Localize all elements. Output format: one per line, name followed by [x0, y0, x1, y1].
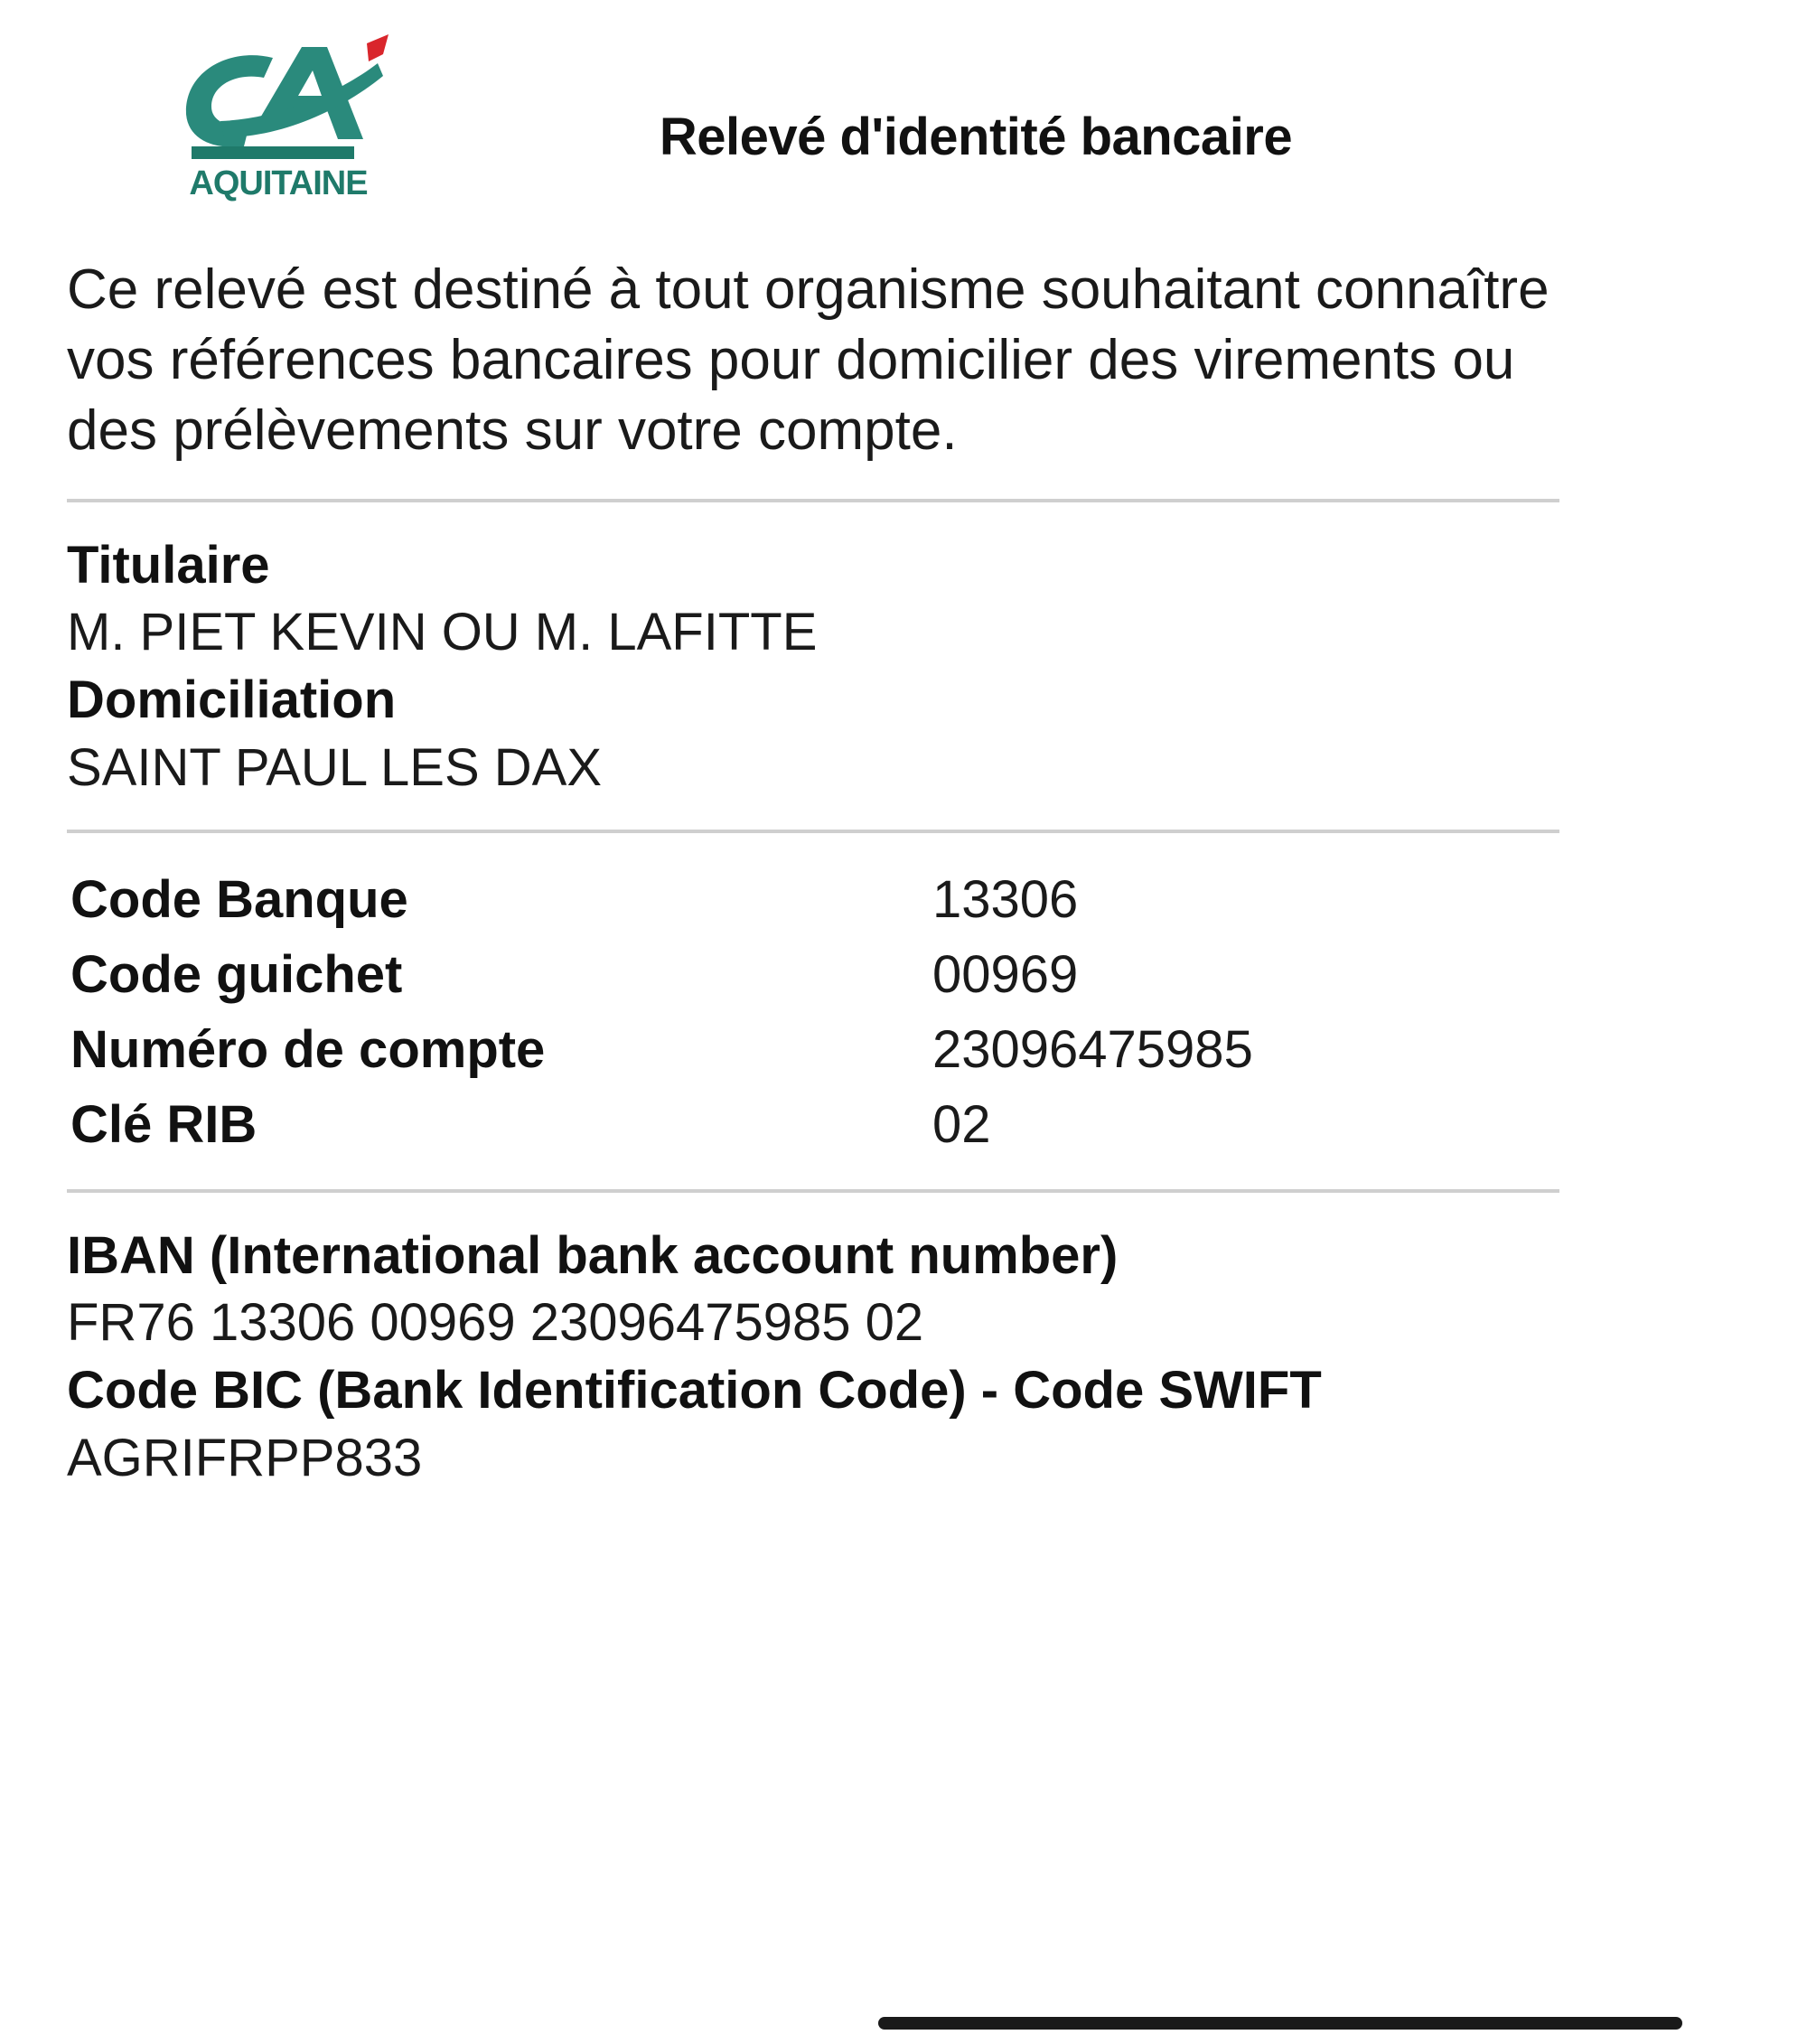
bic-value: AGRIFRPP833 — [67, 1429, 423, 1487]
document-title: Relevé d'identité bancaire — [659, 108, 1293, 166]
bank-logo — [166, 31, 390, 211]
domiciliation-value: SAINT PAUL LES DAX — [67, 738, 603, 797]
divider — [67, 830, 1559, 833]
iban-value: FR76 13306 00969 23096475985 02 — [67, 1293, 924, 1352]
iban-label: IBAN (International bank account number) — [67, 1226, 1119, 1285]
logo-region-text: AQUITAINE — [189, 164, 368, 202]
code-banque-value: 13306 — [932, 870, 1079, 929]
divider — [67, 1189, 1559, 1193]
code-guichet-label: Code guichet — [70, 945, 403, 1004]
numero-compte-value: 23096475985 — [932, 1020, 1253, 1079]
code-guichet-row — [70, 944, 1516, 1013]
cle-rib-value: 02 — [932, 1095, 991, 1154]
code-banque-label: Code Banque — [70, 870, 408, 929]
bic-label: Code BIC (Bank Identification Code) - Code SWIFT — [67, 1361, 1322, 1420]
intro-paragraph: Ce relevé est destiné à tout organisme souhaitant connaître vos références bancaires pour domicilier des virements ou des prélèvements sur votre compte. — [67, 258, 1550, 462]
domiciliation-label: Domiciliation — [67, 670, 397, 729]
home-indicator[interactable] — [878, 2017, 1682, 2030]
cle-rib-row — [70, 1094, 1516, 1163]
numero-compte-row — [70, 1019, 1516, 1088]
cle-rib-label: Clé RIB — [70, 1095, 257, 1154]
credit-agricole-logo-icon — [166, 31, 390, 166]
titulaire-label: Titulaire — [67, 536, 270, 595]
code-guichet-value: 00969 — [932, 945, 1079, 1004]
divider — [67, 499, 1559, 502]
numero-compte-label: Numéro de compte — [70, 1020, 546, 1079]
titulaire-value: M. PIET KEVIN OU M. LAFITTE — [67, 603, 818, 661]
code-banque-row — [70, 869, 1516, 938]
